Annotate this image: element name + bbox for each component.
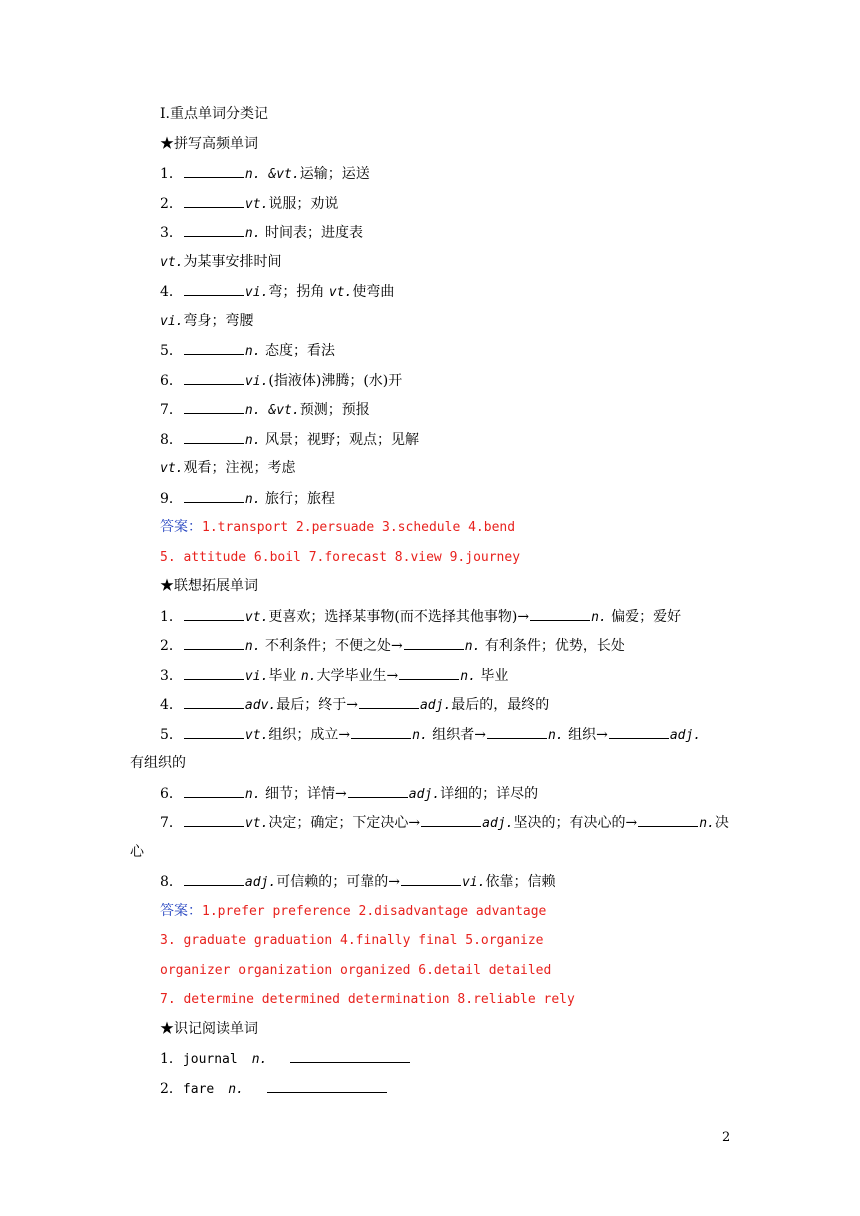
subsection-spell-title: ★拼写高频单词 xyxy=(160,136,258,152)
answer-block-2-line-3 xyxy=(160,960,551,981)
part-of-speech: n. xyxy=(228,1082,244,1097)
answer-blank xyxy=(184,635,244,650)
definition: 弯身；弯腰 xyxy=(183,313,254,329)
answer-blank xyxy=(184,193,244,208)
read-item-2 xyxy=(160,1078,388,1100)
part-of-speech: adj. xyxy=(669,728,702,743)
item-number: 8． xyxy=(160,874,183,890)
definition: 大学毕业生→ xyxy=(316,668,399,684)
item-number: 4． xyxy=(160,697,183,713)
vocab-word: journal xyxy=(182,1052,238,1067)
item-number: 9． xyxy=(160,491,183,507)
answer-blank xyxy=(184,399,244,414)
part-of-speech: n. &vt. xyxy=(244,167,300,182)
part-of-speech: n. xyxy=(460,669,476,684)
section-title: Ⅰ.重点单词分类记 xyxy=(160,106,268,122)
part-of-speech: n. xyxy=(251,1052,268,1067)
answer-blank xyxy=(290,1048,410,1063)
part-of-speech: vt. xyxy=(244,816,269,831)
spell-item-6 xyxy=(160,370,402,392)
answer-blank xyxy=(351,724,411,739)
read-item-1 xyxy=(160,1048,411,1070)
definition: 说服；劝说 xyxy=(268,196,339,212)
item-number: 8． xyxy=(160,432,183,448)
answer-blank xyxy=(638,812,698,827)
definition: 决定；确定；下定决心→ xyxy=(268,815,421,831)
definition: 有利条件；优势，长处 xyxy=(480,638,625,654)
answer-blank xyxy=(184,222,244,237)
expand-item-5 xyxy=(160,724,701,746)
part-of-speech: vi. xyxy=(461,875,486,890)
part-of-speech: n. xyxy=(244,433,261,448)
part-of-speech: adj. xyxy=(482,816,514,831)
item-number: 7． xyxy=(160,402,183,418)
answer-blank xyxy=(399,665,459,680)
part-of-speech: vi. xyxy=(244,285,269,300)
part-of-speech: vt. xyxy=(244,197,269,212)
definition: 态度；看法 xyxy=(260,343,336,359)
definition: 时间表；进度表 xyxy=(260,225,364,241)
part-of-speech: vt. xyxy=(328,285,353,300)
expand-item-7-wrap: 心 xyxy=(130,844,144,860)
spell-item-4 xyxy=(160,281,394,303)
spell-item-9 xyxy=(160,488,335,510)
part-of-speech: n. xyxy=(412,728,428,743)
expand-item-4 xyxy=(160,694,549,716)
expand-item-7 xyxy=(160,812,729,834)
item-number: 5． xyxy=(160,343,183,359)
item-number: 3． xyxy=(160,668,183,684)
answer-block-2-line-2 xyxy=(160,930,544,951)
expand-item-8 xyxy=(160,871,555,893)
definition: 更喜欢；选择某事物(而不选择其他事物)→ xyxy=(268,609,530,625)
part-of-speech: n. xyxy=(547,728,564,743)
item-number: 6． xyxy=(160,373,183,389)
answer-blank xyxy=(487,724,547,739)
answer-blank xyxy=(184,694,244,709)
spell-item-3-cont xyxy=(160,252,281,273)
vocab-word: fare xyxy=(182,1082,215,1097)
part-of-speech: adv. xyxy=(244,698,277,713)
part-of-speech: n. xyxy=(244,226,261,241)
definition: 坚决的；有决心的→ xyxy=(513,815,638,831)
answer-blank xyxy=(184,724,244,739)
spell-item-3 xyxy=(160,222,363,244)
part-of-speech: vi. xyxy=(160,314,184,329)
answer-text: 1.transport 2.persuade 3.schedule 4.bend xyxy=(202,520,516,535)
definition: 详细的；详尽的 xyxy=(440,786,539,802)
item-number: 1． xyxy=(160,166,183,182)
item-number: 4． xyxy=(160,284,183,300)
part-of-speech: n. xyxy=(464,639,481,654)
item-number: 3． xyxy=(160,225,183,241)
definition: (指液体)沸腾；(水)开 xyxy=(268,373,403,389)
definition: 观看；注视；考虑 xyxy=(183,460,296,476)
subsection-read-title: ★识记阅读单词 xyxy=(160,1021,258,1037)
item-number: 2． xyxy=(160,638,183,654)
answer-blank xyxy=(184,665,244,680)
answer-block-2-line-4 xyxy=(160,989,575,1010)
spell-item-4-cont xyxy=(160,311,253,332)
answer-text: organizer organization organized 6.detail detailed xyxy=(160,963,552,978)
definition: 组织者→ xyxy=(427,727,486,743)
answer-text: 3. graduate graduation 4.finally final 5.organize xyxy=(160,933,544,948)
item-number: 1． xyxy=(160,609,183,625)
answer-blank xyxy=(267,1078,387,1093)
expand-item-1 xyxy=(160,606,681,628)
answer-text: 7. determine determined determination 8.reliable rely xyxy=(160,992,575,1007)
answer-block-2-line-1 xyxy=(160,901,546,922)
part-of-speech: vt. xyxy=(244,728,269,743)
part-of-speech: vt. xyxy=(244,610,269,625)
part-of-speech: adj. xyxy=(408,787,441,802)
answer-blank xyxy=(184,340,244,355)
definition: 可信赖的；可靠的→ xyxy=(276,874,400,890)
part-of-speech: vi. xyxy=(244,669,269,684)
definition: 组织→ xyxy=(563,727,608,743)
part-of-speech: n. xyxy=(244,639,261,654)
part-of-speech: n. xyxy=(300,669,317,684)
definition: 偏爱；爱好 xyxy=(606,609,682,625)
part-of-speech: n. xyxy=(244,492,261,507)
answer-text: 1.prefer preference 2.disadvantage advantage xyxy=(202,904,547,919)
part-of-speech: vi. xyxy=(244,374,269,389)
answer-blank xyxy=(184,281,244,296)
spell-item-1 xyxy=(160,163,370,185)
answer-blank xyxy=(184,370,244,385)
answer-blank xyxy=(530,606,590,621)
answer-blank xyxy=(184,783,244,798)
answer-blank xyxy=(401,871,461,886)
answer-blank xyxy=(184,163,244,178)
definition: 风景；视野；观点；见解 xyxy=(260,432,420,448)
definition: 毕业 xyxy=(475,668,509,684)
definition: 细节；详情→ xyxy=(260,786,347,802)
expand-item-5-wrap: 有组织的 xyxy=(130,755,186,771)
definition: 为某事安排时间 xyxy=(183,254,282,270)
answer-text: 5. attitude 6.boil 7.forecast 8.view 9.journey xyxy=(160,550,521,565)
expand-item-2 xyxy=(160,635,625,657)
answer-blank xyxy=(184,488,244,503)
definition: 不利条件；不便之处→ xyxy=(260,638,403,654)
definition: 使弯曲 xyxy=(352,284,395,300)
spell-item-8-cont xyxy=(160,458,295,479)
definition: 组织；成立→ xyxy=(268,727,351,743)
answer-blank xyxy=(184,429,244,444)
expand-item-3 xyxy=(160,665,508,687)
answer-block-1-line-1 xyxy=(160,517,515,538)
definition: 决 xyxy=(714,815,729,831)
definition: 最后的，最终的 xyxy=(451,697,550,713)
definition: 依靠；信赖 xyxy=(485,874,556,890)
item-number: 2． xyxy=(160,196,183,212)
definition: 毕业 xyxy=(268,668,301,684)
item-number: 7． xyxy=(160,815,183,831)
answer-blank xyxy=(348,783,408,798)
spell-item-8 xyxy=(160,429,419,451)
part-of-speech: n. xyxy=(244,344,261,359)
definition: 预测；预报 xyxy=(299,402,370,418)
spell-item-7 xyxy=(160,399,370,421)
definition: 弯；拐角 xyxy=(268,284,329,300)
answer-label: 答案： xyxy=(160,903,202,919)
answer-blank xyxy=(184,606,244,621)
subsection-expand-title: ★联想拓展单词 xyxy=(160,578,258,594)
item-number: 6． xyxy=(160,786,183,802)
definition: 最后；终于→ xyxy=(276,697,358,713)
definition: 旅行；旅程 xyxy=(260,491,336,507)
part-of-speech: n. xyxy=(699,816,715,831)
definition: 运输；运送 xyxy=(299,166,370,182)
expand-item-6 xyxy=(160,783,538,805)
part-of-speech: vt. xyxy=(160,461,184,476)
page-number: 2 xyxy=(722,1130,731,1145)
part-of-speech: adj. xyxy=(244,875,277,890)
answer-blank xyxy=(609,724,669,739)
spell-item-2 xyxy=(160,193,338,215)
answer-blank xyxy=(404,635,464,650)
part-of-speech: adj. xyxy=(419,698,452,713)
answer-blank xyxy=(359,694,419,709)
answer-block-1-line-2 xyxy=(160,547,520,568)
answer-blank xyxy=(184,871,244,886)
answer-blank xyxy=(421,812,481,827)
item-number: 1． xyxy=(160,1051,183,1067)
answer-blank xyxy=(184,812,244,827)
spell-item-5 xyxy=(160,340,335,362)
part-of-speech: n. xyxy=(591,610,607,625)
item-number: 2． xyxy=(160,1081,183,1097)
item-number: 5． xyxy=(160,727,183,743)
part-of-speech: vt. xyxy=(160,255,184,270)
answer-label: 答案： xyxy=(160,519,202,535)
part-of-speech: n. xyxy=(244,787,261,802)
part-of-speech: n. &vt. xyxy=(244,403,300,418)
